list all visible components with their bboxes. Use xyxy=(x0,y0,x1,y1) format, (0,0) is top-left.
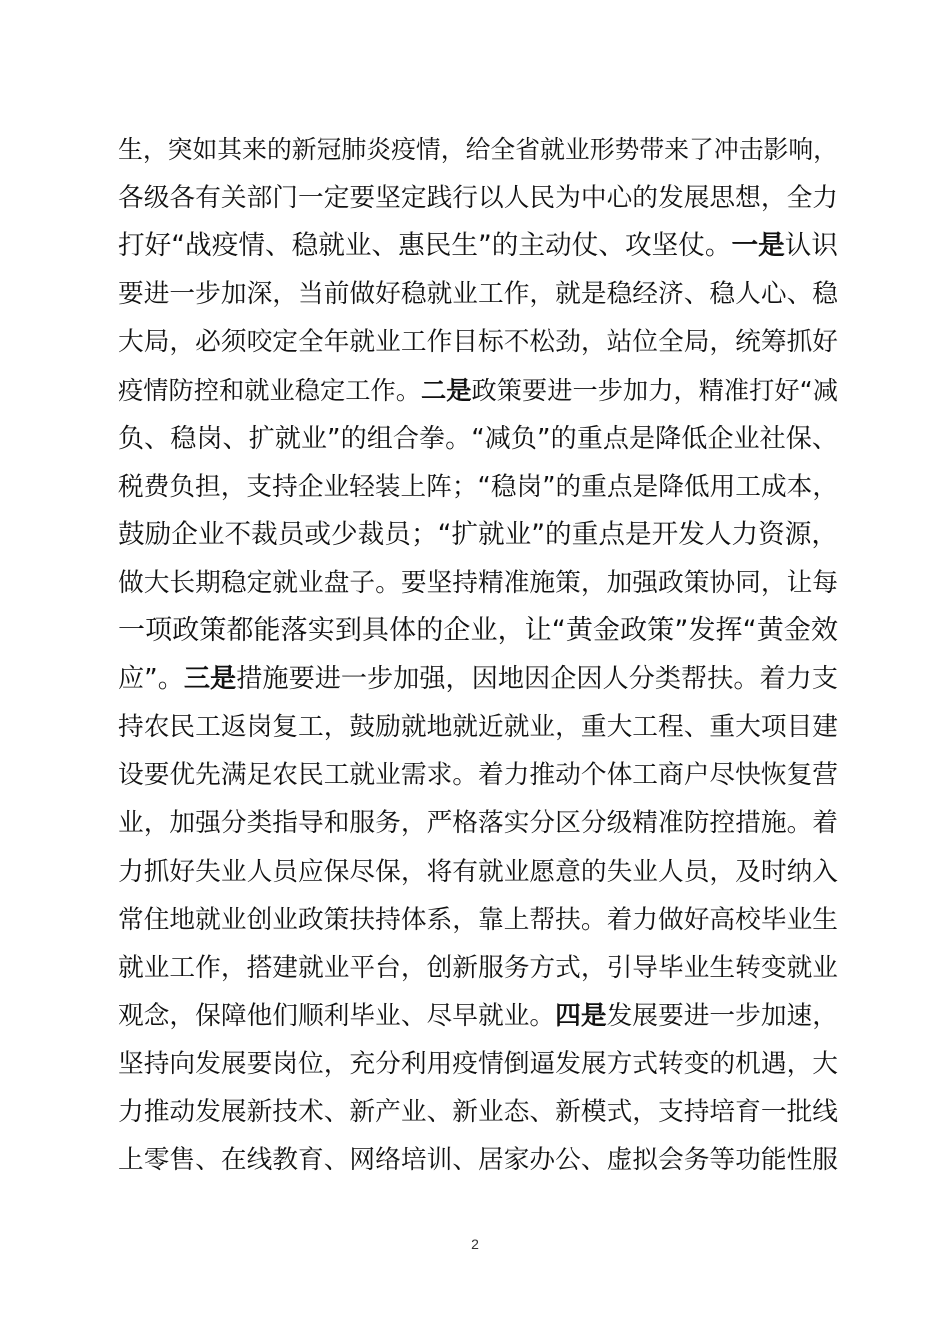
text-line: 要进一步加深，当前做好稳就业工作，就是稳经济、稳人心、稳 xyxy=(118,279,838,310)
text-segment: 应”。 xyxy=(118,664,184,695)
text-segment: 观念，保障他们顺利毕业、尽早就业。 xyxy=(118,1000,556,1031)
text-line: 大局，必须咬定全年就业工作目标不松劲，站位全局，统筹抓好 xyxy=(118,327,838,358)
text-segment: 政策要进一步加力，精准打好“减 xyxy=(471,375,838,405)
text-segment: 认识 xyxy=(784,230,839,262)
page-number: 2 xyxy=(471,1236,479,1252)
text-line: 做大长期稳定就业盘子。要坚持精准施策，加强政策协同，让每 xyxy=(118,567,838,598)
text-line: 负、稳岗、扩就业”的组合拳。“减负”的重点是降低企业社保、 xyxy=(118,423,838,454)
bold-marker: 二是 xyxy=(420,375,472,405)
bold-marker: 一是 xyxy=(731,230,785,262)
text-line xyxy=(118,996,838,1036)
bold-marker: 四是 xyxy=(555,1000,607,1031)
text-segment: 发展要进一步加速， xyxy=(606,1000,838,1031)
text-segment: 打好“战疫情、稳就业、惠民生”的主动仗、攻坚仗。 xyxy=(118,230,732,262)
text-line: 设要优先满足农民工就业需求。着力推动个体工商户尽快恢复营 xyxy=(118,760,838,791)
text-line xyxy=(118,226,838,266)
text-line xyxy=(118,659,838,699)
text-line: 各级各有关部门一定要坚定践行以人民为中心的发展思想，全力 xyxy=(118,183,838,214)
text-line: 税费负担，支持企业轻装上阵；“稳岗”的重点是降低用工成本， xyxy=(118,471,838,502)
text-line xyxy=(118,371,838,411)
text-line: 力抓好失业人员应保尽保，将有就业愿意的失业人员，及时纳入 xyxy=(118,856,838,887)
text-line: 上零售、在线教育、网络培训、居家办公、虚拟会务等功能性服 xyxy=(118,1145,838,1176)
text-segment: 疫情防控和就业稳定工作。 xyxy=(118,375,421,405)
text-line: 就业工作，搭建就业平台，创新服务方式，引导毕业生转变就业 xyxy=(118,952,838,983)
text-line: 持农民工返岗复工，鼓励就地就近就业，重大工程、重大项目建 xyxy=(118,712,838,743)
text-line: 业，加强分类指导和服务，严格落实分区分级精准防控措施。着 xyxy=(118,808,838,839)
text-line: 坚持向发展要岗位，充分利用疫情倒逼发展方式转变的机遇，大 xyxy=(118,1048,838,1079)
text-line: 鼓励企业不裁员或少裁员；“扩就业”的重点是开发人力资源， xyxy=(118,518,838,550)
text-line: 生，突如其来的新冠肺炎疫情，给全省就业形势带来了冲击影响， xyxy=(118,135,838,164)
text-line: 一项政策都能落实到具体的企业，让“黄金政策”发挥“黄金效 xyxy=(118,615,838,646)
text-line: 常住地就业创业政策扶持体系，靠上帮扶。着力做好高校毕业生 xyxy=(118,904,838,935)
text-line: 力推动发展新技术、新产业、新业态、新模式，支持培育一批线 xyxy=(118,1097,838,1127)
text-segment: 措施要进一步加强，因地因企因人分类帮扶。着力支 xyxy=(236,664,839,695)
bold-marker: 三是 xyxy=(183,664,237,695)
